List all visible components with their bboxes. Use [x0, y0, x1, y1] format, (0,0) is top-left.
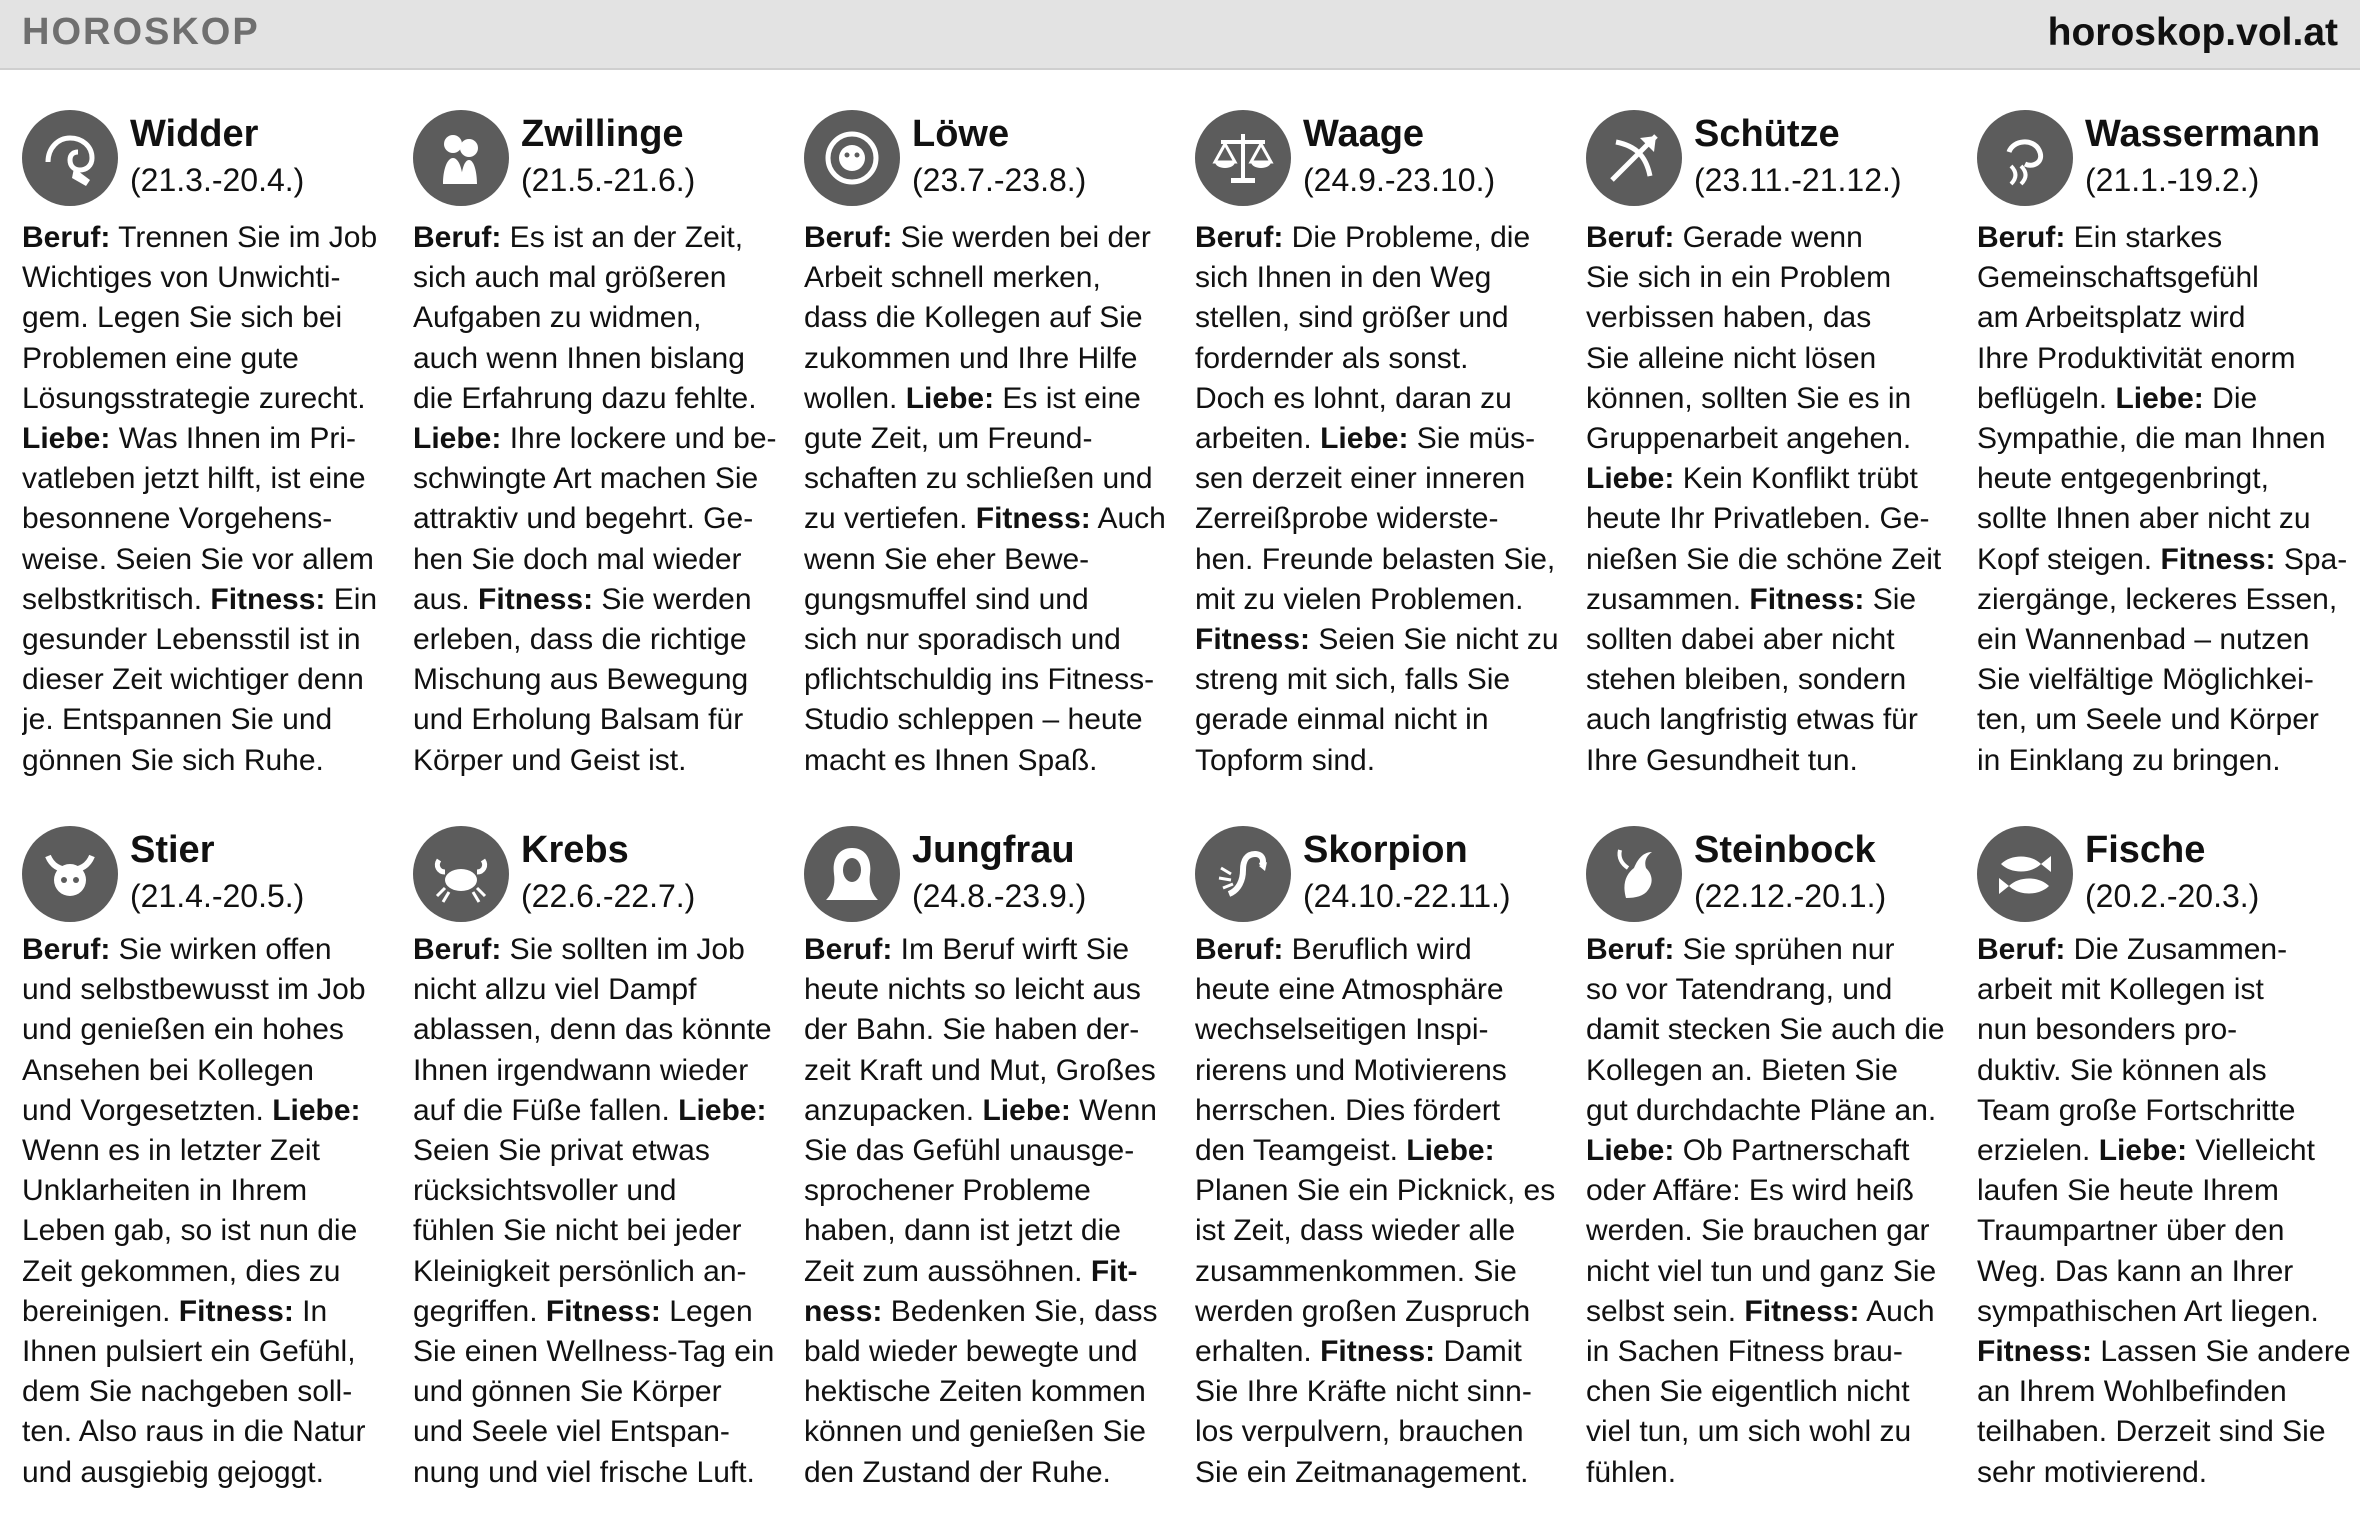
- sign-header: [1195, 820, 1586, 918]
- sign-header: [1586, 820, 1977, 918]
- site-url[interactable]: horoskop.vol.at: [2047, 11, 2338, 54]
- sign-dates: (24.10.-22.11.): [1303, 878, 1511, 914]
- sign-header: [804, 104, 1195, 206]
- aquarius-water-bearer-icon: [1977, 110, 2073, 206]
- forecast-label: Liebe:: [982, 1093, 1071, 1127]
- forecast-text: Spa- ziergänge, leckeres Essen, ein Wannenbad – nutzen Sie vielfältige Möglichkei- ten, um Seele und Körper in Einklang zu bringen.: [1977, 542, 2348, 777]
- scorpio-scorpion-icon: [1195, 826, 1291, 922]
- forecast-label: Liebe:: [2115, 381, 2204, 415]
- aries-ram-icon: [22, 110, 118, 206]
- sign-dates: (22.6.-22.7.): [521, 878, 696, 914]
- forecast-label: Liebe:: [2098, 1134, 2188, 1168]
- forecast-text: Sie wirken offen und selbstbewusst im Job und genießen ein hohes Ansehen bei Kollegen und Vorgesetzten.: [22, 933, 366, 1127]
- forecast-label: Fitness:: [975, 502, 1091, 536]
- forecast-text: Seien Sie nicht zu streng mit sich, falls Sie gerade einmal nicht in Topform sind.: [1195, 623, 1559, 777]
- sign-name: Fische: [2085, 829, 2206, 871]
- forecast-text: In Ihnen pulsiert ein Gefühl, dem Sie nachgeben soll- ten. Also raus in die Natur und ausgiebig gejoggt.: [22, 1294, 366, 1489]
- forecast-text: Lassen Sie andere an Ihrem Wohlbefinden teilhaben. Derzeit sind Sie sehr motivierend.: [1977, 1335, 2351, 1489]
- sign-forecast-text: [1586, 930, 1977, 1493]
- forecast-text: Ein gesunder Lebensstil ist in dieser Zeit wichtiger denn je. Entspannen Sie und gönnen Sie sich Ruhe.: [22, 582, 378, 777]
- sign-name: Zwillinge: [521, 113, 684, 155]
- sign-forecast-text: [1977, 218, 2360, 781]
- sign-header: [22, 820, 413, 918]
- forecast-label: Fitness:: [1744, 1294, 1860, 1328]
- sign-dates: (22.12.-20.1.): [1694, 878, 1887, 914]
- forecast-text: Sie werden erleben, dass die richtige Mischung aus Bewegung und Erholung Balsam für Körper und Geist ist.: [413, 582, 752, 777]
- sign-skorpion: [1195, 820, 1586, 1514]
- sign-name: Löwe: [912, 113, 1010, 155]
- sign-zwillinge: [413, 104, 804, 820]
- forecast-label: Liebe:: [22, 422, 111, 456]
- forecast-text: Im Beruf wirft Sie heute nichts so leicht aus der Bahn. Sie haben der- zeit Kraft und Mut, Großes anzupacken.: [804, 933, 1156, 1127]
- sign-stier: [22, 820, 413, 1514]
- sagittarius-bow-icon: [1586, 110, 1682, 206]
- forecast-label: Beruf:: [22, 933, 111, 966]
- forecast-text: Gerade wenn Sie sich in ein Problem verbissen haben, das Sie alleine nicht lösen können, sollten Sie es in Gruppenarbeit angehen.: [1586, 221, 1912, 456]
- forecast-text: Auch wenn Sie eher Bewe- gungsmuffel sind und sich nur sporadisch und pflichtschuldig ins Fitness- Studio schleppen – heute macht es Ihnen Spaß.: [804, 502, 1166, 777]
- sign-forecast-text: [1195, 218, 1586, 781]
- forecast-text: Es ist an der Zeit, sich auch mal größeren Aufgaben zu widmen, auch wenn Ihnen bislang die Erfahrung dazu fehlte.: [413, 221, 757, 415]
- sign-header: [1195, 104, 1586, 206]
- sign-dates: (20.2.-20.3.): [2085, 878, 2260, 914]
- forecast-label: Fitness:: [1749, 582, 1865, 616]
- forecast-text: Sie müs- sen derzeit einer inneren Zerreißprobe widerste- hen. Freunde belasten Sie, mit zu vielen Problemen.: [1195, 422, 1556, 616]
- forecast-label: Beruf:: [1586, 933, 1675, 966]
- sign-wassermann: [1977, 104, 2360, 820]
- forecast-label: Beruf:: [1977, 933, 2066, 966]
- forecast-text: Sie sprühen nur so vor Tatendrang, und damit stecken Sie auch die Kollegen an. Bieten Sie gut durchdachte Pläne an.: [1586, 933, 1945, 1127]
- sign-header: [413, 104, 804, 206]
- sign-name: Krebs: [521, 829, 629, 871]
- forecast-label: Liebe:: [1406, 1134, 1495, 1168]
- sign-header: [413, 820, 804, 918]
- forecast-label: Liebe:: [1320, 422, 1409, 456]
- virgo-maiden-icon: [804, 826, 900, 922]
- capricorn-goat-icon: [1586, 826, 1682, 922]
- sign-krebs: [413, 820, 804, 1514]
- forecast-text: Beruflich wird heute eine Atmosphäre wechselseitigen Inspi- rierens und Motivierens herrschen. Dies fördert den Teamgeist.: [1195, 933, 1507, 1168]
- forecast-label: Fitness:: [1320, 1335, 1436, 1369]
- forecast-text: Die Sympathie, die man Ihnen heute entgegenbringt, sollte Ihnen aber nicht zu Kopf steigen.: [1977, 381, 2326, 576]
- forecast-label: Beruf:: [1195, 221, 1284, 254]
- forecast-text: Was Ihnen im Pri- vatleben jetzt hilft, ist eine besonnene Vorgehens- weise. Seien Sie vor allem selbstkritisch.: [22, 422, 374, 616]
- forecast-text: Ihre lockere und be- schwingte Art machen Sie attraktiv und begehrt. Ge- hen Sie doch mal wieder aus.: [413, 422, 777, 616]
- sign-forecast-text: [413, 930, 804, 1493]
- horoscope-grid: [22, 104, 2351, 1514]
- forecast-label: Fitness:: [478, 582, 594, 616]
- gemini-twins-icon: [413, 110, 509, 206]
- forecast-label: Beruf:: [804, 933, 893, 966]
- forecast-text: Trennen Sie im Job Wichtiges von Unwichti- gem. Legen Sie sich bei Problemen eine gute Lösungsstrategie zurecht.: [22, 221, 378, 415]
- sign-forecast-text: [413, 218, 804, 781]
- forecast-label: Liebe:: [1586, 462, 1675, 496]
- forecast-label: Beruf:: [1977, 221, 2066, 254]
- libra-scales-icon: [1195, 110, 1291, 206]
- forecast-text: Legen Sie einen Wellness-Tag ein und gönnen Sie Körper und Seele viel Entspan- nung und viel frische Luft.: [413, 1294, 775, 1489]
- forecast-label: Liebe:: [413, 422, 502, 456]
- sign-forecast-text: [1977, 930, 2360, 1493]
- forecast-text: Planen Sie ein Picknick, es ist Zeit, dass wieder alle zusammenkommen. Sie werden großen Zuspruch erhalten.: [1195, 1174, 1556, 1369]
- forecast-label: Beruf:: [1586, 221, 1675, 254]
- sign-jungfrau: [804, 820, 1195, 1514]
- forecast-label: Liebe:: [1586, 1134, 1675, 1168]
- sign-name: Widder: [130, 113, 259, 155]
- sign-header: [1977, 104, 2360, 206]
- forecast-label: Fitness:: [1195, 623, 1311, 657]
- forecast-label: Beruf:: [1195, 933, 1284, 966]
- sign-name: Jungfrau: [912, 829, 1075, 871]
- forecast-text: Auch in Sachen Fitness brau- chen Sie eigentlich nicht viel tun, um sich wohl zu fühlen.: [1586, 1294, 1935, 1489]
- forecast-text: Wenn Sie das Gefühl unausge- sprochener Probleme haben, dann ist jetzt die Zeit zum aussöhnen.: [804, 1093, 1157, 1288]
- forecast-text: Ein starkes Gemeinschaftsgefühl am Arbeitsplatz wird Ihre Produktivität enorm beflügeln.: [1977, 221, 2296, 415]
- sign-header: [804, 820, 1195, 918]
- sign-forecast-text: [22, 930, 413, 1493]
- sign-forecast-text: [1586, 218, 1977, 781]
- forecast-text: Die Probleme, die sich Ihnen in den Weg stellen, sind größer und fordernder als sonst. Doch es lohnt, daran zu arbeiten.: [1195, 221, 1531, 456]
- forecast-text: Damit Sie Ihre Kräfte nicht sinn- los verpulvern, brauchen Sie ein Zeitmanagement.: [1195, 1335, 1532, 1489]
- taurus-bull-icon: [22, 826, 118, 922]
- sign-forecast-text: [22, 218, 413, 781]
- sign-dates: (21.3.-20.4.): [130, 162, 305, 198]
- sign-dates: (23.11.-21.12.): [1694, 162, 1902, 198]
- forecast-label: Beruf:: [22, 221, 111, 254]
- forecast-text: Wenn es in letzter Zeit Unklarheiten in Ihrem Leben gab, so ist nun die Zeit gekommen, dies zu bereinigen.: [22, 1134, 358, 1328]
- forecast-text: Vielleicht laufen Sie heute Ihrem Traumpartner über den Weg. Das kann an Ihrer sympathischen Art liegen.: [1977, 1134, 2319, 1328]
- forecast-label: Beruf:: [804, 221, 893, 254]
- forecast-label: Beruf:: [413, 221, 502, 254]
- pisces-fish-icon: [1977, 826, 2073, 922]
- forecast-label: Fitness:: [1977, 1335, 2093, 1369]
- forecast-text: Sie sollten dabei aber nicht stehen bleiben, sondern auch langfristig etwas für Ihre Gesundheit tun.: [1586, 582, 1918, 777]
- forecast-label: Liebe:: [678, 1093, 767, 1127]
- sign-header: [1586, 104, 1977, 206]
- forecast-text: Es ist eine gute Zeit, um Freund- schaften zu schließen und zu vertiefen.: [804, 381, 1153, 536]
- header-bar: [0, 0, 2360, 70]
- forecast-text: Kein Konflikt trübt heute Ihr Privatleben. Ge- nießen Sie die schöne Zeit zusammen.: [1586, 462, 1942, 616]
- forecast-label: Fitness:: [210, 582, 326, 616]
- forecast-label: Fitness:: [545, 1294, 661, 1328]
- forecast-text: Ob Partnerschaft oder Affäre: Es wird heiß werden. Sie brauchen gar nicht viel tun und ganz Sie selbst sein.: [1586, 1134, 1937, 1328]
- section-title: HOROSKOP: [22, 11, 260, 53]
- leo-lion-icon: [804, 110, 900, 206]
- sign-schütze: [1586, 104, 1977, 820]
- sign-name: Skorpion: [1303, 829, 1468, 871]
- sign-dates: (24.8.-23.9.): [912, 878, 1087, 914]
- forecast-text: Die Zusammen- arbeit mit Kollegen ist nun besonders pro- duktiv. Sie können als Team große Fortschritte erzielen.: [1977, 933, 2296, 1168]
- sign-fische: [1977, 820, 2360, 1514]
- cancer-crab-icon: [413, 826, 509, 922]
- sign-waage: [1195, 104, 1586, 820]
- forecast-text: Sie sollten im Job nicht allzu viel Dampf ablassen, denn das könnte Ihnen irgendwann wieder auf die Füße fallen.: [413, 933, 772, 1127]
- sign-name: Stier: [130, 829, 215, 871]
- forecast-label: Fitness:: [178, 1294, 294, 1328]
- forecast-label: Liebe:: [272, 1093, 361, 1127]
- sign-forecast-text: [804, 218, 1195, 781]
- sign-name: Wassermann: [2085, 113, 2321, 155]
- sign-header: [22, 104, 413, 206]
- sign-dates: (21.5.-21.6.): [521, 162, 696, 198]
- forecast-label: Fitness:: [2160, 542, 2276, 576]
- sign-steinbock: [1586, 820, 1977, 1514]
- sign-name: Schütze: [1694, 113, 1840, 155]
- forecast-label: Beruf:: [413, 933, 502, 966]
- forecast-text: Sie werden bei der Arbeit schnell merken, dass die Kollegen auf Sie zukommen und Ihre Hilfe wollen.: [804, 221, 1151, 415]
- forecast-text: Seien Sie privat etwas rücksichtsvoller und fühlen Sie nicht bei jeder Kleinigkeit persönlich an- gegriffen.: [413, 1134, 747, 1328]
- forecast-label: Fit- ness:: [804, 1254, 1138, 1328]
- sign-löwe: [804, 104, 1195, 820]
- sign-forecast-text: [804, 930, 1195, 1493]
- sign-header: [1977, 820, 2360, 918]
- sign-name: Waage: [1303, 113, 1425, 155]
- sign-name: Steinbock: [1694, 829, 1876, 871]
- forecast-text: Bedenken Sie, dass bald wieder bewegte und hektische Zeiten kommen können und genießen Sie den Zustand der Ruhe.: [804, 1294, 1158, 1489]
- sign-widder: [22, 104, 413, 820]
- sign-forecast-text: [1195, 930, 1586, 1493]
- sign-dates: (24.9.-23.10.): [1303, 162, 1496, 198]
- sign-dates: (23.7.-23.8.): [912, 162, 1087, 198]
- sign-dates: (21.1.-19.2.): [2085, 162, 2260, 198]
- sign-dates: (21.4.-20.5.): [130, 878, 305, 914]
- forecast-label: Liebe:: [905, 381, 995, 415]
